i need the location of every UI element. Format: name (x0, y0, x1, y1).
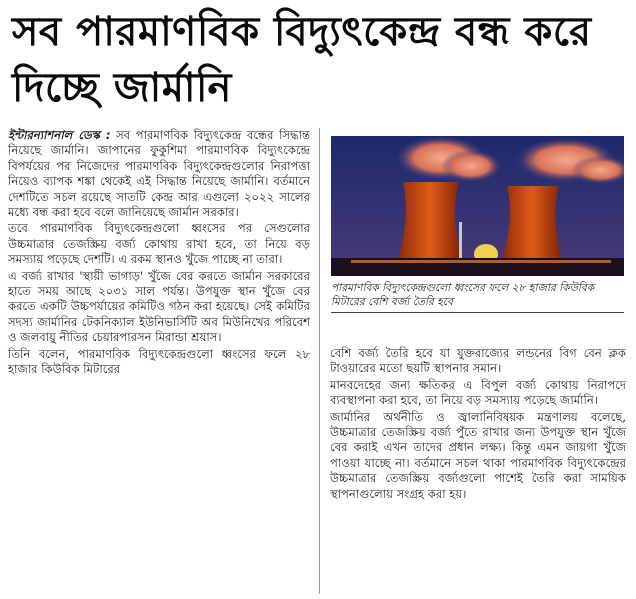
paragraph: বেশি বর্জ্য তৈরি হবে যা যুক্তরাজ্যের লন্ডনের বিগ বেন ক্লক টাওয়ারের মতো ছয়টি স্থাপনার সমান। (330, 346, 626, 376)
article-column-left (8, 128, 310, 379)
cooling-towers-image (331, 136, 624, 276)
caption-divider (331, 312, 624, 313)
paragraph: তবে পারমাণবিক বিদ্যুৎকেন্দ্রগুলো ধ্বংসের পর সেগুলোর উচ্চমাত্রার তেজস্ক্রিয় বর্জ্য কোথায় রাখা হবে, তা নিয়ে বড় সমস্যায় পড়েছে দেশটি। এ রকম স্থানও খুঁজে পাচ্ছে না তারা। (8, 221, 310, 267)
paragraph: তিনি বলেন, পারমাণবিক বিদ্যুৎকেন্দ্রগুলো ধ্বংসের ফলে ২৮ হাজার কিউবিক মিটারের (8, 346, 310, 377)
photo-caption: পারমাণবিক বিদ্যুৎকেন্দ্রগুলো ধ্বংসের ফলে ২৮ হাজার কিউবিক মিটারের বেশি বর্জ্য তৈরি হবে (331, 282, 595, 308)
paragraph: মানবদেহের জন্য ক্ষতিকর এ বিপুল বর্জ্য কোথায় নিরাপদে ব্যবস্থাপনা করা হবে, তা নিয়ে বড় সমস্যায় পড়েছে জার্মানি। (330, 377, 626, 408)
nuclear-plant-photo (331, 136, 624, 276)
headline: সব পারমাণবিক বিদ্যুৎকেন্দ্র বন্ধ করে দিচ্ছে জার্মানি (12, 9, 592, 111)
article-column-right (330, 346, 626, 503)
paragraph (8, 128, 310, 220)
cooling-tower (501, 186, 563, 264)
dateline: ইন্টারন্যাশনাল ডেস্ক : (8, 128, 111, 142)
column-divider (319, 128, 320, 594)
cooling-tower (397, 182, 463, 264)
paragraph: এ বর্জ্য রাখার 'স্থায়ী ভাগাড়' খুঁজে বের করতে জার্মান সরকারের হাতে সময় আছে ২০৩১ সাল পর্যন্ত। উপযুক্ত স্থান খুঁজে বের করতে একটি উচ্চপর্যায়ের কমিটিও গঠন করা হয়েছে। সেই কমিটির সদস্য জার্মানির টেকনিক্যাল ইউনিভার্সিটি অব মিউনিখের পরিবেশ ও জলবায়ু নীতির চেয়ারপারসন মিরান্ডা শ্রয়াস। (8, 268, 310, 345)
paragraph: জার্মানির অর্থনীতি ও জ্বালানিবিষয়ক মন্ত্রণালয় বলেছে, উচ্চমাত্রার তেজস্ক্রিয় বর্জ্য পুঁতে রাখার জন্য উপযুক্ত স্থান খুঁজে বের করাই এখন তাদের প্রধান লক্ষ্য। কিন্তু এমন জায়গা খুঁজে পাওয়া যাচ্ছে না। বর্তমানে সচল থাকা পারমাণবিক বিদ্যুৎকেন্দ্রের উচ্চমাত্রার তেজস্ক্রিয় বর্জ্যগুলো পাশেই তৈরি করা সাময়িক স্থাপনাগুলোয় সংগ্রহ করা হয়। (330, 409, 626, 501)
paragraph-text: সব পারমাণবিক বিদ্যুৎকেন্দ্র বন্ধের সিদ্ধান্ত নিয়েছে জার্মানি। জাপানের ফুকুশিমা পারমাণবিক বিদ্যুৎকেন্দ্রে বিপর্যয়ের পর নিজেদের পারমাণবিক বিদ্যুৎকেন্দ্রগুলোর নিরাপত্তা নিয়েও ব্যাপক শঙ্কা থেকেই এই সিদ্ধান্ত নিয়েছে জার্মানি। বর্তমানে দেশটিতে সচল রয়েছে সাতটি কেন্দ্র আর এগুলো ২০২২ সালের মধ্যে বন্ধ করা হবে বলে জানিয়েছে জার্মান সরকার। (8, 128, 310, 220)
